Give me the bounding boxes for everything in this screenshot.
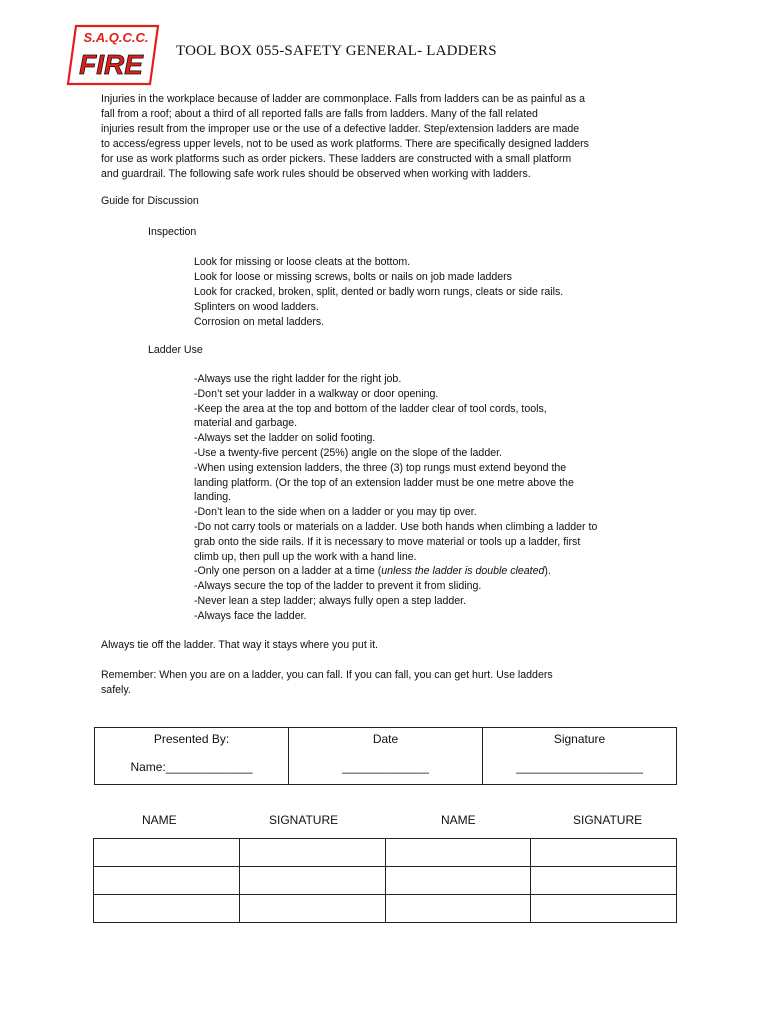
name-field[interactable]: Name:_____________ [130,760,253,774]
tie-off-note: Always tie off the ladder. That way it stays where you put it. [101,639,378,651]
intro-line: Injuries in the workplace because of ladder are commonplace. Falls from ladders can be as painful as a [101,93,586,105]
column-header-name: NAME [441,813,476,827]
signature-input-cell[interactable] [531,867,677,895]
inspection-list [194,255,563,330]
table-row [94,839,677,867]
date-cell[interactable] [289,728,483,785]
remember-line: Remember: When you are on a ladder, you can fall. If you can fall, you can get hurt. Use ladders [101,669,553,681]
list-item: -Don’t lean to the side when on a ladder or you may tip over. [194,506,477,519]
intro-line: for use as work platforms such as order pickers. These ladders are constructed with a small platform [101,153,572,165]
presented-by-table [94,727,677,785]
name-input-cell[interactable] [94,895,240,923]
list-item: -Do not carry tools or materials on a ladder. Use both hands when climbing a ladder to [194,520,598,533]
list-item: -Don’t set your ladder in a walkway or door opening. [194,387,439,400]
remember-line: safely. [101,684,131,696]
intro-paragraph [101,92,589,182]
list-item: Look for cracked, broken, split, dented or badly worn rungs, cleats or side rails. [194,286,564,298]
signature-input-cell[interactable] [239,839,385,867]
list-item: -Always use the right ladder for the right job. [194,373,402,385]
intro-line: to access/egress upper levels, not to be used as work platforms. There are specifically designed ladders [101,138,589,150]
list-item: Look for missing or loose cleats at the bottom. [194,256,411,268]
list-item: -Never lean a step ladder; always fully open a step ladder. [194,594,467,607]
presented-by-cell[interactable] [95,728,289,785]
inspection-heading: Inspection [148,226,197,238]
name-input-cell[interactable] [94,839,240,867]
signature-input-cell[interactable] [531,895,677,923]
list-item: -Always set the ladder on solid footing. [194,432,376,445]
guide-heading: Guide for Discussion [101,195,199,207]
column-header-signature: SIGNATURE [269,813,339,827]
column-header-signature: SIGNATURE [573,813,643,827]
signature-field[interactable]: ___________________ [516,760,643,774]
rule-emphasis: unless the ladder is double cleated [381,565,545,578]
name-input-cell[interactable] [385,895,531,923]
logo-org-text: S.A.Q.C.C. [83,30,149,45]
list-item: Look for loose or missing screws, bolts or nails on job made ladders [194,271,512,283]
date-label: Date [372,732,399,746]
intro-line: injuries result from the improper use or the use of a defective ladder. Step/extension ladders are made [101,123,580,135]
list-item: Corrosion on metal ladders. [194,316,325,328]
sign-in-table [93,838,677,923]
list-item: landing. [194,491,232,504]
intro-line: and guardrail. The following safe work rules should be observed when working with ladders. [101,168,531,180]
signature-input-cell[interactable] [239,895,385,923]
name-input-cell[interactable] [385,867,531,895]
date-field[interactable]: _____________ [342,760,429,774]
list-item: -Use a twenty-five percent (25%) angle on the slope of the ladder. [194,446,502,459]
presented-by-label: Presented By: [153,732,230,746]
list-item: -Always secure the top of the ladder to prevent it from sliding. [194,580,482,593]
signature-label: Signature [553,732,606,746]
ladder-use-heading: Ladder Use [148,344,203,356]
company-logo [66,24,160,86]
rule-prefix: -Only one person on a ladder at a time ( [194,565,382,578]
list-item: -Keep the area at the top and bottom of the ladder clear of tool cords, tools, [194,402,547,415]
name-input-cell[interactable] [385,839,531,867]
list-item [194,564,597,579]
signature-input-cell[interactable] [239,867,385,895]
list-item: grab onto the side rails. If it is necessary to move material or tools up a ladder, first [194,535,581,548]
rule-suffix: ). [544,565,551,578]
intro-line: fall from a roof; about a third of all reported falls are falls from ladders. Many of the fall related [101,108,538,120]
document-title: TOOL BOX 055-SAFETY GENERAL- LADDERS [176,43,497,59]
list-item: -When using extension ladders, the three (3) top rungs must extend beyond the [194,461,567,474]
list-item: -Always face the ladder. [194,609,307,622]
signature-cell[interactable] [483,728,677,785]
table-row [94,895,677,923]
ladder-use-list [194,372,597,624]
remember-note [101,668,553,698]
signature-input-cell[interactable] [531,839,677,867]
list-item: Splinters on wood ladders. [194,301,319,313]
column-header-name: NAME [142,813,177,827]
list-item: landing platform. (Or the top of an extension ladder must be one metre above the [194,476,574,489]
list-item: climb up, then pull up the work with a hand line. [194,550,417,563]
logo-fire-text: FIRE [79,49,143,80]
name-input-cell[interactable] [94,867,240,895]
table-row [94,867,677,895]
list-item: material and garbage. [194,417,298,430]
